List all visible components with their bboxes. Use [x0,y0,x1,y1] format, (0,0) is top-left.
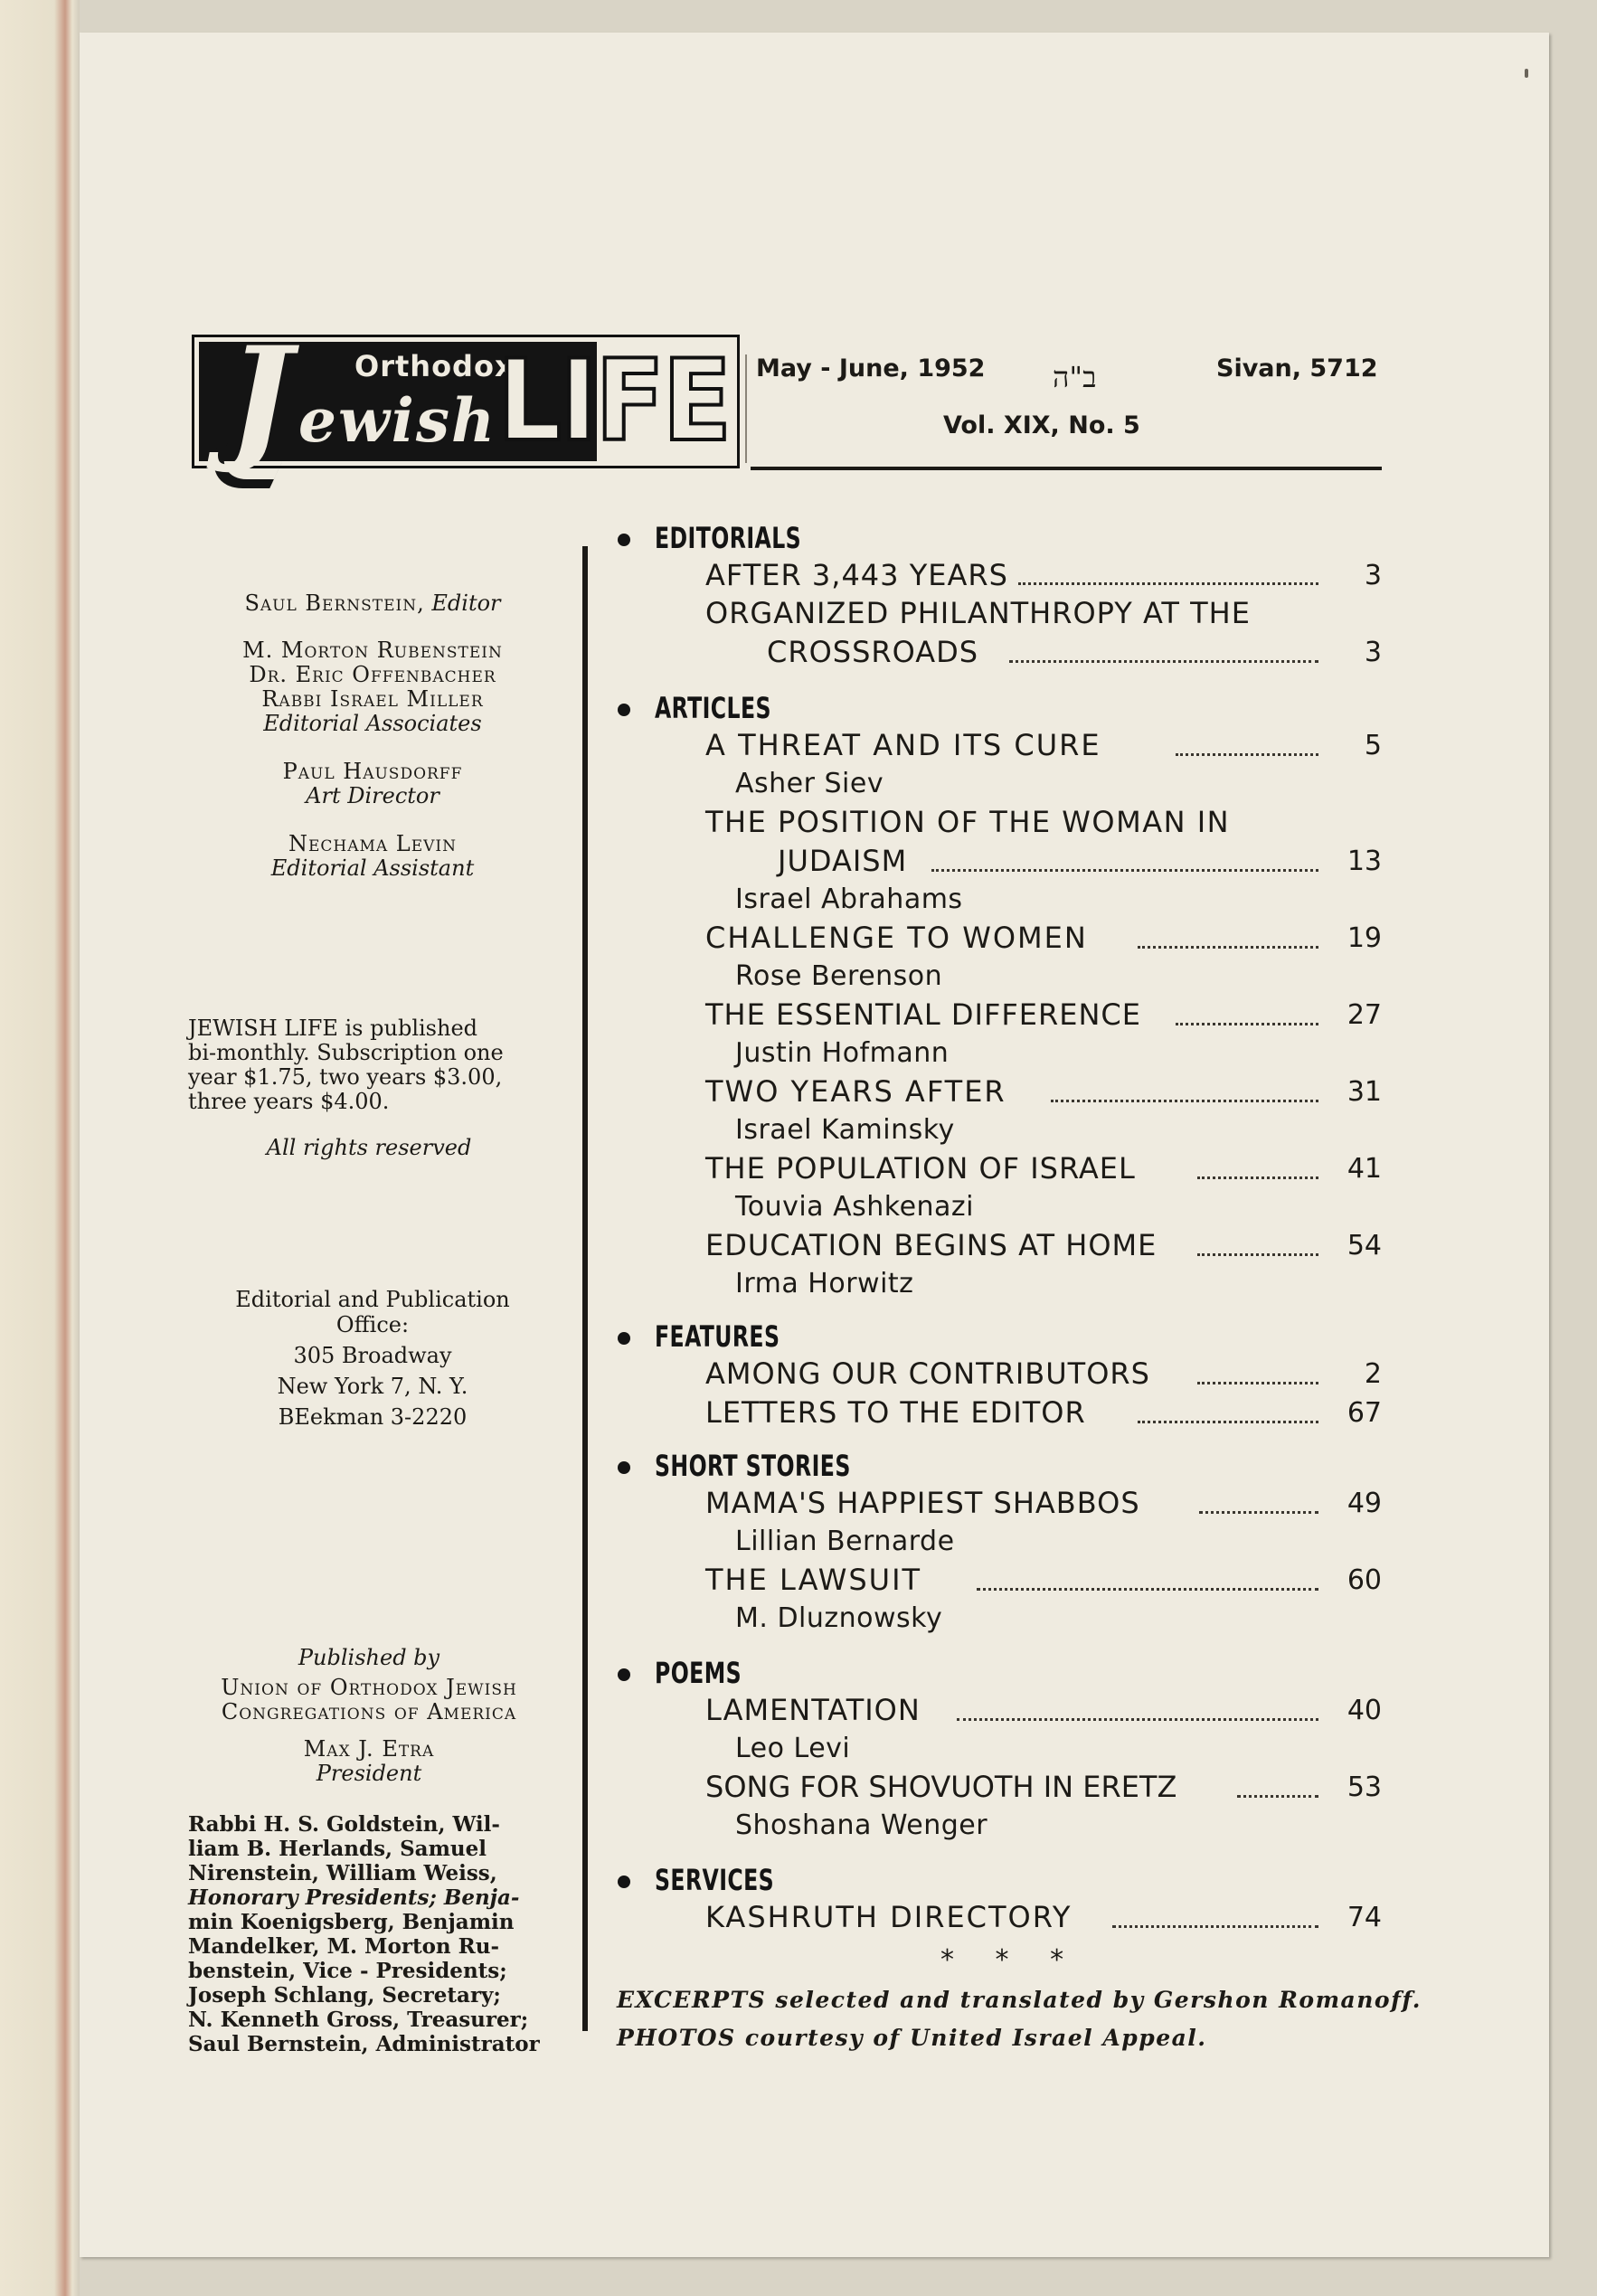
bullet-icon [618,1668,630,1681]
officers-line: Nirenstein, William Weiss, [188,1861,497,1885]
toc-author: Shoshana Wenger [735,1809,988,1841]
toc-page-number: 19 [1347,922,1382,954]
toc-author: Israel Kaminsky [735,1114,955,1146]
toc-page-number: 27 [1347,999,1382,1031]
toc-page-number: 2 [1364,1358,1382,1390]
toc-title[interactable]: THE ESSENTIAL DIFFERENCE [705,997,1141,1032]
dot-leader [957,1718,1318,1721]
logo-ewish-text: ewish [298,385,497,456]
page-mark [1525,69,1528,78]
editor-role: Editor [431,591,501,616]
toc-title[interactable]: CROSSROADS [767,635,979,669]
toc-author: Leo Levi [735,1733,851,1764]
toc-title[interactable]: THE LAWSUIT [705,1563,922,1597]
toc-page-number: 60 [1347,1564,1382,1596]
toc-title[interactable]: ORGANIZED PHILANTHROPY AT THE [705,596,1251,630]
office-line: Office: [335,1312,410,1337]
officers-line: Honorary Presidents; Benja- [188,1885,520,1910]
associates-role: Editorial Associates [263,711,482,736]
magazine-logo [192,317,745,477]
toc-author: Rose Berenson [735,960,943,992]
toc-page-number: 67 [1347,1397,1382,1429]
toc-title[interactable]: KASHRUTH DIRECTORY [705,1900,1073,1934]
office-line: BEekman 3-2220 [278,1404,468,1430]
officers-line: Joseph Schlang, Secretary; [188,1983,501,2008]
toc-page-number: 54 [1347,1230,1382,1261]
art-director-credit [192,760,553,808]
toc-title[interactable]: THE POSITION OF THE WOMAN IN [705,805,1231,839]
office-line: Editorial and Publication [235,1287,510,1312]
editor-credit [192,591,553,616]
assistant-credit [192,832,553,881]
toc-author: Justin Hofmann [735,1037,950,1069]
dot-leader [1009,660,1318,663]
toc-title[interactable]: LAMENTATION [705,1693,921,1727]
toc-author: Asher Siev [735,768,884,799]
bullet-icon [618,1332,630,1345]
dot-leader [1051,1100,1318,1102]
dot-leader [1176,1023,1318,1025]
toc-page-number: 53 [1347,1772,1382,1803]
associate-name: M. Morton Rubenstein [242,638,503,663]
toc-page-number: 13 [1347,846,1382,877]
published-by-label: Published by [298,1645,440,1670]
section-separator: * * * [940,1944,1081,1976]
toc-title[interactable]: JUDAISM [778,844,908,878]
publisher-org-line: Union of Orthodox Jewish [221,1675,517,1700]
bullet-icon [618,704,630,716]
president-role: President [316,1761,422,1786]
logo-orthodox-text: Orthodox [354,349,515,383]
toc-author: Touvia Ashkenazi [735,1191,975,1223]
toc-title[interactable]: LETTERS TO THE EDITOR [705,1395,1086,1430]
hebrew-date: Sivan, 5712 [1216,354,1378,383]
bullet-icon [618,1461,630,1474]
dot-leader [1237,1795,1318,1798]
officers-line: liam B. Herlands, Samuel [188,1837,487,1861]
dot-leader [1197,1382,1318,1384]
president-name: Max J. Etra [303,1736,435,1762]
toc-title[interactable]: SONG FOR SHOVUOTH IN ERETZ [705,1770,1177,1804]
publisher-org-line: Congregations of America [221,1699,517,1724]
officers-line: benstein, Vice - Presidents; [188,1959,507,1983]
toc-page-number: 49 [1347,1488,1382,1519]
toc-title[interactable]: THE POPULATION OF ISRAEL [705,1151,1136,1186]
toc-author: Irma Horwitz [735,1268,914,1299]
issue-date: May - June, 1952 [756,354,986,383]
dot-leader [1138,1421,1318,1423]
art-director-role: Art Director [306,783,439,808]
column-divider [582,546,588,2031]
dot-leader [1197,1253,1318,1256]
subscription-info [188,1016,550,1114]
section-heading-editorials: EDITORIALS [655,521,802,555]
associate-name: Dr. Eric Offenbacher [249,662,496,687]
section-heading-features: FEATURES [655,1319,780,1354]
officers-line: N. Kenneth Gross, Treasurer; [188,2008,529,2032]
subscription-line: three years $4.00. [188,1089,390,1114]
assistant-name: Nechama Levin [288,831,458,856]
toc-page-number: 74 [1347,1902,1382,1933]
toc-title[interactable]: AMONG OUR CONTRIBUTORS [705,1356,1150,1391]
toc-page-number: 41 [1347,1153,1382,1185]
rights-text: All rights reserved [266,1135,472,1160]
toc-title[interactable]: MAMA'S HAPPIEST SHABBOS [705,1486,1140,1520]
office-line: 305 Broadway [293,1343,452,1368]
excerpts-credit: EXCERPTS selected and translated by Gershon Romanoff. [617,1987,1422,2013]
toc-author: Israel Abrahams [735,883,963,915]
dot-leader [1138,946,1318,949]
office-address [192,1284,553,1432]
dot-leader [1112,1925,1318,1928]
masthead-divider [745,354,747,463]
toc-title[interactable]: CHALLENGE TO WOMEN [705,921,1088,955]
toc-title[interactable]: EDUCATION BEGINS AT HOME [705,1228,1158,1262]
associate-name: Rabbi Israel Miller [261,686,484,712]
dot-leader [1197,1176,1318,1179]
officers-list [188,1812,550,2056]
officers-line: min Koenigsberg, Benjamin [188,1910,515,1934]
photos-credit: PHOTOS courtesy of United Israel Appeal. [617,2025,1207,2051]
volume-number: Vol. XIX, No. 5 [943,411,1140,439]
assistant-role: Editorial Assistant [270,855,475,881]
toc-author: M. Dluznowsky [735,1602,943,1634]
subscription-line: year $1.75, two years $3.00, [188,1064,503,1090]
rights-notice [188,1136,550,1160]
dot-leader [1176,753,1318,756]
dot-leader [1199,1511,1318,1514]
toc-page-number: 31 [1347,1076,1382,1108]
toc-title[interactable]: A THREAT AND ITS CURE [705,728,1101,762]
toc-page-number: 3 [1364,560,1382,591]
toc-title[interactable]: TWO YEARS AFTER [705,1074,1006,1109]
officers-line: Saul Bernstein, Administrator [188,2032,540,2056]
section-heading-poems: POEMS [655,1656,742,1690]
subscription-line: JEWISH LIFE is published [188,1016,478,1041]
toc-page-number: 3 [1364,637,1382,668]
magazine-spine [0,0,80,2296]
officers-line: Rabbi H. S. Goldstein, Wil- [188,1812,500,1837]
bullet-icon [618,1876,630,1888]
toc-title[interactable]: AFTER 3,443 YEARS [705,558,1008,592]
toc-page-number: 40 [1347,1695,1382,1726]
office-line: New York 7, N. Y. [277,1374,468,1399]
logo-life-text: LIFE [497,336,731,467]
editor-name: Saul Bernstein, [244,591,425,616]
section-heading-short-stories: SHORT STORIES [655,1449,851,1483]
editorial-associates [192,638,553,736]
dot-leader [931,869,1318,872]
dot-leader [977,1588,1318,1591]
section-heading-articles: ARTICLES [655,691,771,725]
bullet-icon [618,534,630,546]
header-rule [751,467,1382,470]
subscription-line: bi-monthly. Subscription one [188,1040,504,1065]
publisher-block [188,1646,550,1786]
section-heading-services: SERVICES [655,1863,775,1897]
toc-page-number: 5 [1364,730,1382,761]
art-director-name: Paul Hausdorff [282,759,463,784]
toc-author: Lillian Bernarde [735,1526,955,1557]
hebrew-abbreviation: ב"ה [1053,360,1097,394]
dot-leader [1018,582,1318,585]
officers-line: Mandelker, M. Morton Ru- [188,1934,500,1959]
logo-letter-j: J [228,317,292,477]
